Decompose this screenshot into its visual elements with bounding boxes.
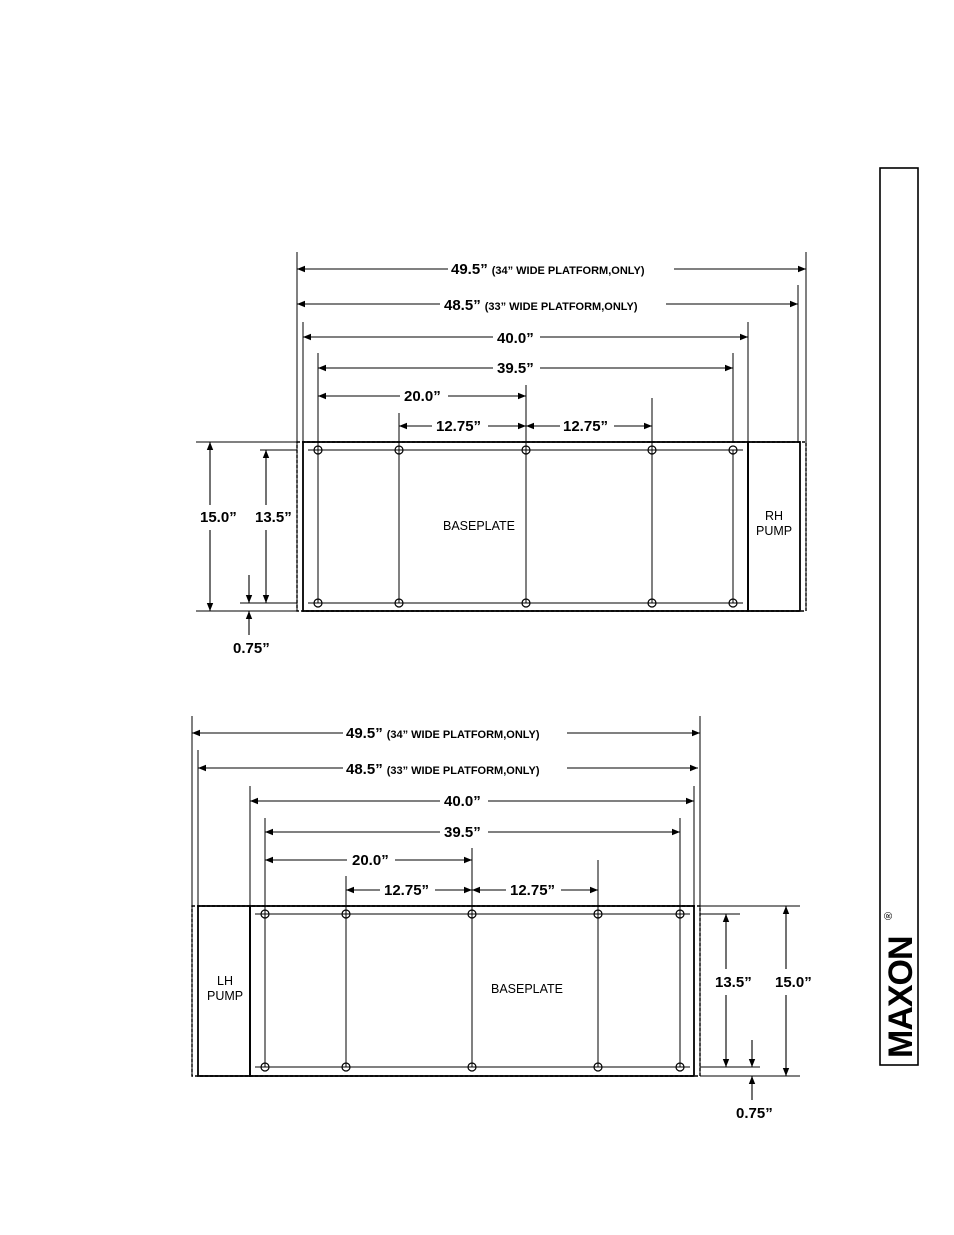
bottom-dim-0-75: 0.75” xyxy=(736,1105,773,1122)
bottom-dimension-lines xyxy=(192,733,786,1100)
top-pump-label-line1: RH xyxy=(765,509,784,523)
brand-tab xyxy=(880,168,920,1065)
brand-logo: MAXON xyxy=(882,936,920,1058)
top-dim-49-5: 49.5” (34” WIDE PLATFORM,ONLY) xyxy=(451,261,645,278)
bottom-dim-12-75-a: 12.75” xyxy=(384,882,430,899)
top-dim-0-75: 0.75” xyxy=(233,640,270,657)
top-baseplate-label: BASEPLATE xyxy=(443,519,516,533)
registered-mark: ® xyxy=(883,911,895,920)
top-dim-12-75-b: 12.75” xyxy=(563,418,609,435)
bottom-dim-39-5: 39.5” xyxy=(444,824,481,841)
bottom-pump-label-line1: LH xyxy=(217,974,233,988)
top-dashed-outline xyxy=(297,442,806,611)
top-rails xyxy=(308,450,743,603)
top-dim-20: 20.0” xyxy=(404,388,441,405)
bottom-dim-48-5: 48.5” (33” WIDE PLATFORM,ONLY) xyxy=(346,761,540,778)
bottom-dim-12-75-b: 12.75” xyxy=(510,882,556,899)
top-dim-40: 40.0” xyxy=(497,330,534,347)
bottom-dimension-labels xyxy=(207,725,812,1122)
bottom-pump-label-line2: PUMP xyxy=(207,989,244,1003)
bottom-dim-20: 20.0” xyxy=(352,852,389,869)
top-dim-48-5: 48.5” (33” WIDE PLATFORM,ONLY) xyxy=(444,297,638,314)
bottom-dim-15: 15.0” xyxy=(775,974,812,991)
top-dimension-labels xyxy=(200,261,792,657)
bottom-dim-40: 40.0” xyxy=(444,793,481,810)
bottom-baseplate-label: BASEPLATE xyxy=(491,982,564,996)
bottom-rails xyxy=(255,914,690,1067)
bottom-dashed-outline xyxy=(192,906,700,1076)
bottom-vertical-extensions xyxy=(700,906,800,1076)
top-dim-13-5: 13.5” xyxy=(255,509,292,526)
top-dimension-lines xyxy=(210,269,806,635)
top-pump-label-line2: PUMP xyxy=(756,524,793,538)
top-dim-15: 15.0” xyxy=(200,509,237,526)
top-dim-12-75-a: 12.75” xyxy=(436,418,482,435)
top-vertical-extensions xyxy=(196,442,297,611)
top-dim-39-5: 39.5” xyxy=(497,360,534,377)
bottom-dim-49-5: 49.5” (34” WIDE PLATFORM,ONLY) xyxy=(346,725,540,742)
bottom-dim-13-5: 13.5” xyxy=(715,974,752,991)
